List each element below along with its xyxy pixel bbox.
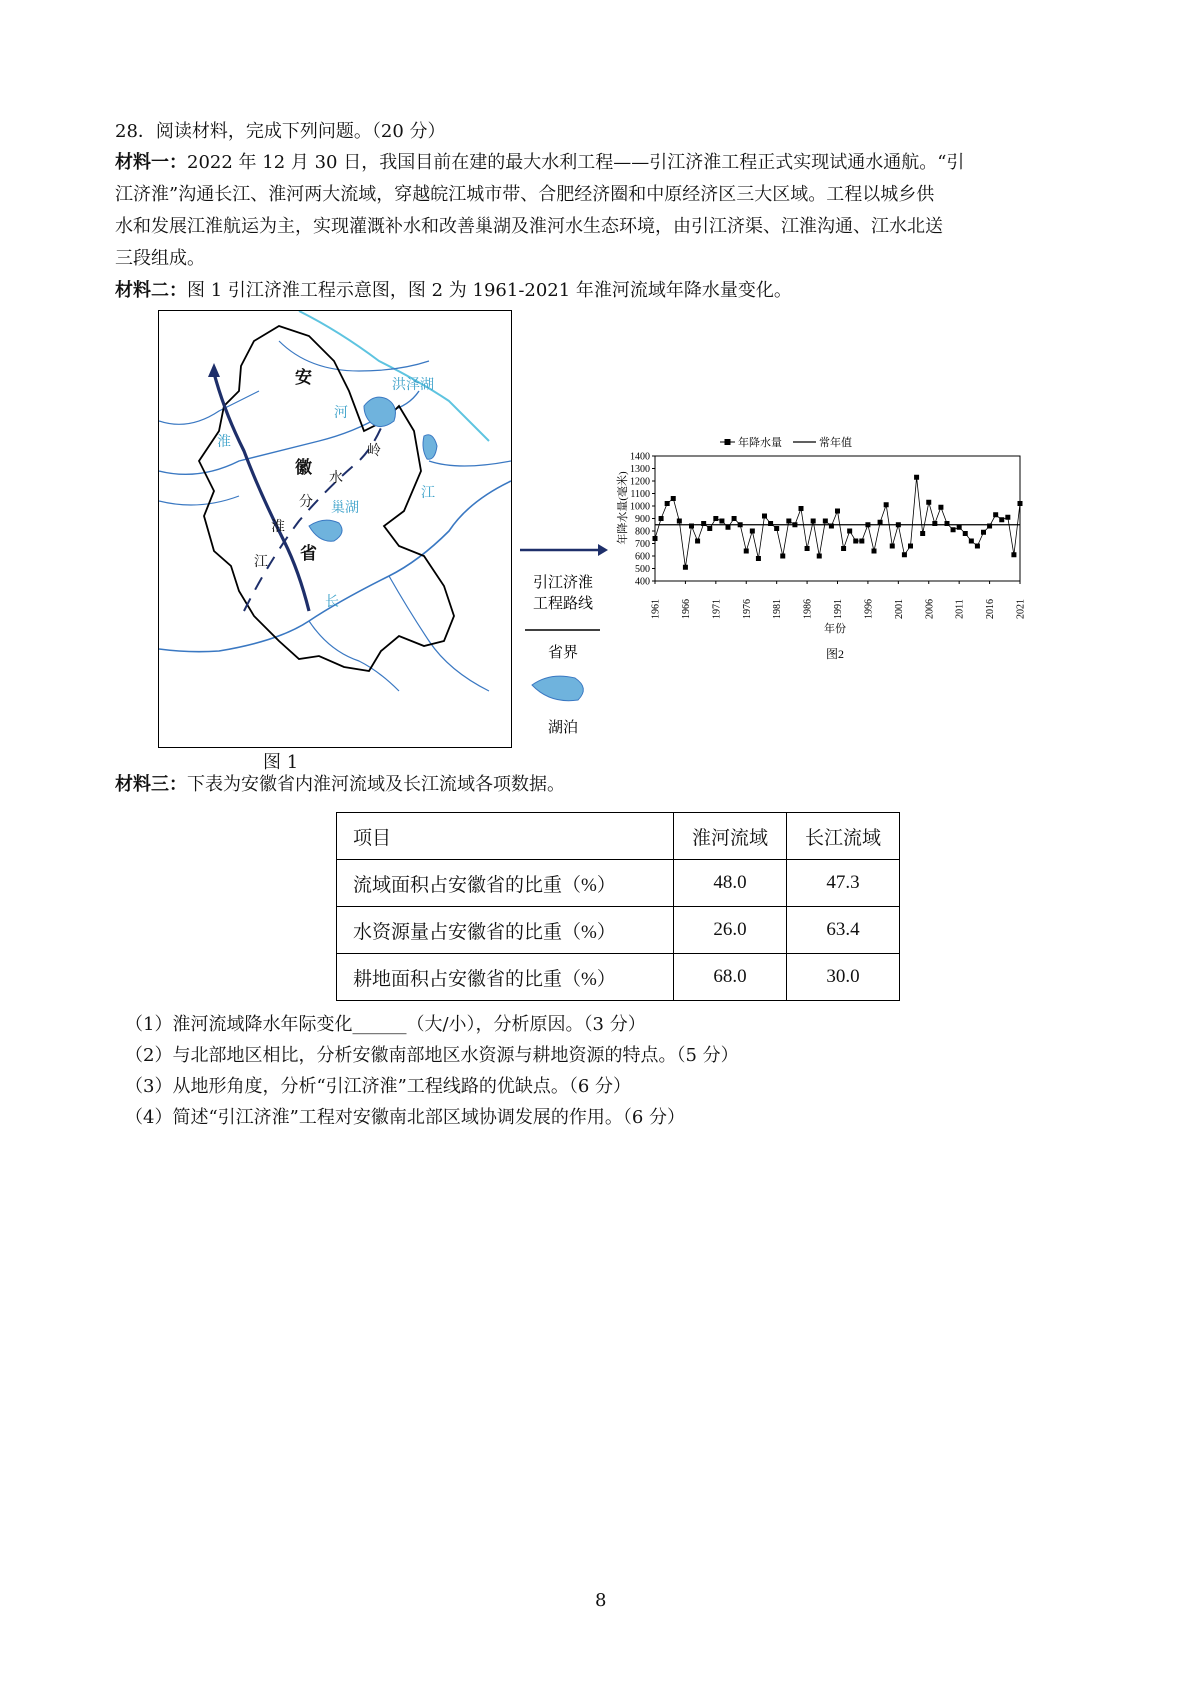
data-point bbox=[780, 554, 785, 559]
table-cell: 水资源量占安徽省的比重（%） bbox=[337, 907, 674, 954]
data-point bbox=[1011, 552, 1016, 557]
x-tick-label: 1976 bbox=[741, 599, 753, 619]
material-three-label: 材料三： bbox=[115, 774, 187, 795]
chart-plot-frame bbox=[655, 456, 1020, 581]
data-point bbox=[713, 516, 718, 521]
river-south-1 bbox=[309, 621, 399, 691]
data-point bbox=[999, 517, 1004, 522]
data-point bbox=[902, 552, 907, 557]
map-label-huai-river: 淮 bbox=[217, 434, 231, 450]
river-west-2 bbox=[159, 496, 239, 505]
data-point bbox=[975, 544, 980, 549]
data-point bbox=[932, 521, 937, 526]
material-three-line bbox=[115, 770, 565, 800]
material-one-line-2: 江济淮”沟通长江、淮河两大流域，穿越皖江城市带、合肥经济圈和中原经济区三大区域。工程以城乡供 bbox=[115, 184, 935, 205]
chart-title: 图2 bbox=[825, 647, 845, 661]
data-point bbox=[872, 549, 877, 554]
figure-2-precipitation-chart bbox=[610, 418, 1030, 668]
data-point bbox=[963, 531, 968, 536]
data-point bbox=[659, 516, 664, 521]
sub-question-4: （4）简述“引江济淮”工程对安徽南北部区域协调发展的作用。（6 分） bbox=[125, 1107, 686, 1128]
x-tick-label: 1986 bbox=[802, 599, 814, 619]
table-cell: 68.0 bbox=[674, 954, 787, 1001]
data-point bbox=[945, 521, 950, 526]
data-point bbox=[1018, 501, 1023, 506]
x-tick-label: 2006 bbox=[924, 599, 936, 619]
legend-route-line1: 引江济淮 bbox=[532, 575, 594, 591]
data-point bbox=[957, 525, 962, 530]
y-tick-label: 500 bbox=[635, 564, 650, 575]
y-tick-label: 900 bbox=[635, 514, 650, 525]
map-label-chaohu: 巢湖 bbox=[331, 500, 359, 516]
data-point bbox=[738, 522, 743, 527]
y-tick-label: 700 bbox=[635, 539, 650, 550]
data-point bbox=[671, 496, 676, 501]
map-label-huai2: 淮 bbox=[271, 519, 285, 535]
chart-xlabel: 年份 bbox=[824, 623, 846, 635]
table-cell: 流域面积占安徽省的比重（%） bbox=[337, 860, 674, 907]
sub-question-2: （2）与北部地区相比，分析安徽南部地区水资源与耕地资源的特点。（5 分） bbox=[125, 1045, 739, 1066]
map-label-fen: 分 bbox=[299, 494, 313, 510]
data-point bbox=[823, 519, 828, 524]
x-tick-label: 1981 bbox=[772, 599, 784, 619]
data-point bbox=[969, 539, 974, 544]
data-point bbox=[786, 519, 791, 524]
data-point bbox=[701, 521, 706, 526]
legend-province-border: 省界 bbox=[547, 645, 579, 661]
data-point bbox=[683, 565, 688, 570]
x-tick-label: 2001 bbox=[893, 599, 905, 619]
data-point bbox=[993, 512, 998, 517]
data-point bbox=[865, 522, 870, 527]
gaoyou-lake bbox=[423, 435, 437, 459]
data-point bbox=[981, 530, 986, 535]
table-header-row bbox=[337, 813, 900, 860]
data-point bbox=[805, 546, 810, 551]
map-label-chang: 长 bbox=[325, 594, 339, 610]
data-point bbox=[987, 524, 992, 529]
legend-marker-annual bbox=[725, 439, 731, 445]
map-label-an: 安 bbox=[295, 368, 312, 388]
annual-precipitation-line bbox=[655, 477, 1020, 567]
chart-ylabel: 年降水量(毫米) bbox=[617, 471, 629, 545]
y-tick-label: 1100 bbox=[630, 489, 650, 500]
route-arrow-head bbox=[208, 363, 220, 377]
data-point bbox=[817, 554, 822, 559]
data-point bbox=[665, 501, 670, 506]
route-legend-arrow bbox=[598, 544, 608, 556]
legend-series-annual: 年降水量 bbox=[738, 437, 782, 449]
data-point bbox=[914, 475, 919, 480]
data-point bbox=[841, 546, 846, 551]
table-cell: 47.3 bbox=[787, 860, 900, 907]
y-tick-label: 1200 bbox=[630, 476, 650, 488]
material-one-line-4: 三段组成。 bbox=[115, 248, 205, 269]
data-point bbox=[951, 527, 956, 532]
y-tick-label: 1300 bbox=[630, 464, 650, 475]
data-point bbox=[756, 556, 761, 561]
map-label-hui: 徽 bbox=[295, 458, 312, 478]
x-tick-label: 2016 bbox=[985, 599, 997, 619]
data-point bbox=[859, 539, 864, 544]
data-point bbox=[811, 519, 816, 524]
data-point bbox=[926, 500, 931, 505]
y-tick-label: 1400 bbox=[630, 451, 650, 463]
lake-legend-symbol bbox=[532, 676, 583, 701]
x-tick-label: 1971 bbox=[711, 599, 723, 619]
data-point bbox=[878, 520, 883, 525]
river-west-1 bbox=[159, 391, 259, 424]
table-header-yangtze: 长江流域 bbox=[787, 813, 900, 860]
map-label-he: 河 bbox=[334, 405, 348, 421]
data-point bbox=[707, 526, 712, 531]
map-label-shui: 水 bbox=[329, 470, 343, 486]
legend-route-line2: 工程路线 bbox=[532, 596, 594, 612]
map-label-sheng: 省 bbox=[300, 544, 317, 564]
y-tick-label: 800 bbox=[635, 526, 650, 538]
material-one-label: 材料一： bbox=[115, 152, 187, 173]
data-point bbox=[744, 549, 749, 554]
basin-data-table bbox=[336, 812, 900, 1001]
figure-1-caption: 图 1 bbox=[263, 752, 299, 773]
page-number: 8 bbox=[595, 1590, 607, 1611]
x-tick-label: 1996 bbox=[863, 599, 875, 619]
material-two-text: 图 1 引江济淮工程示意图，图 2 为 1961-2021 年淮河流域年降水量变化。 bbox=[187, 280, 792, 301]
map-label-jiang2: 江 bbox=[254, 554, 268, 570]
data-point bbox=[847, 529, 852, 534]
data-point bbox=[732, 516, 737, 521]
diversion-route-line bbox=[214, 373, 309, 611]
data-point bbox=[908, 544, 913, 549]
data-point bbox=[884, 502, 889, 507]
x-tick-label: 1961 bbox=[650, 599, 662, 619]
data-point bbox=[689, 524, 694, 529]
table-cell: 48.0 bbox=[674, 860, 787, 907]
river-east bbox=[429, 461, 511, 466]
x-tick-label: 2011 bbox=[954, 599, 966, 619]
data-point bbox=[768, 521, 773, 526]
data-point bbox=[762, 514, 767, 519]
material-one-line-1 bbox=[115, 148, 964, 178]
data-point bbox=[653, 536, 658, 541]
sub-question-3: （3）从地形角度，分析“引江济淮”工程线路的优缺点。（6 分） bbox=[125, 1076, 632, 1097]
data-point bbox=[1005, 515, 1010, 520]
table-cell: 26.0 bbox=[674, 907, 787, 954]
river-south-2 bbox=[389, 576, 489, 691]
material-two-line bbox=[115, 276, 792, 306]
y-tick-label: 1000 bbox=[630, 501, 650, 513]
data-point bbox=[726, 525, 731, 530]
figure-1-map bbox=[158, 310, 512, 748]
data-point bbox=[829, 524, 834, 529]
legend-series-normal: 常年值 bbox=[819, 437, 852, 449]
map-label-jiang-river: 江 bbox=[421, 485, 435, 501]
data-point bbox=[920, 531, 925, 536]
table-header-item: 项目 bbox=[337, 813, 674, 860]
data-point bbox=[938, 505, 943, 510]
question-heading: 28．阅读材料，完成下列问题。（20 分） bbox=[115, 121, 446, 142]
material-one-text-1: 2022 年 12 月 30 日，我国目前在建的最大水利工程——引江济淮工程正式实现试通水通航。“引 bbox=[187, 152, 965, 173]
map-legend bbox=[520, 540, 610, 750]
chart-marks bbox=[653, 475, 1023, 570]
legend-lake: 湖泊 bbox=[547, 720, 579, 736]
table-row bbox=[337, 954, 900, 1001]
material-two-label: 材料二： bbox=[115, 280, 187, 301]
data-point bbox=[835, 509, 840, 514]
sub-question-1: （1）淮河流域降水年际变化______（大/小），分析原因。（3 分） bbox=[125, 1014, 646, 1035]
data-point bbox=[792, 522, 797, 527]
table-cell: 耕地面积占安徽省的比重（%） bbox=[337, 954, 674, 1001]
table-row bbox=[337, 907, 900, 954]
table-header-huai: 淮河流域 bbox=[674, 813, 787, 860]
data-point bbox=[799, 506, 804, 511]
map-label-hongzehu: 洪泽湖 bbox=[392, 377, 434, 393]
data-point bbox=[719, 519, 724, 524]
data-point bbox=[890, 544, 895, 549]
map-label-ling: 岭 bbox=[367, 443, 381, 459]
table-cell: 30.0 bbox=[787, 954, 900, 1001]
jianghuai-watershed-divide bbox=[244, 421, 384, 611]
data-point bbox=[853, 539, 858, 544]
x-tick-label: 2021 bbox=[1015, 599, 1027, 619]
material-one-line-3: 水和发展江淮航运为主，实现灌溉补水和改善巢湖及淮河水生态环境，由引江济渠、江淮沟通、江水北送 bbox=[115, 216, 943, 237]
table-row bbox=[337, 860, 900, 907]
x-tick-label: 1966 bbox=[680, 599, 692, 619]
y-tick-label: 400 bbox=[635, 576, 650, 588]
material-three-text: 下表为安徽省内淮河流域及长江流域各项数据。 bbox=[187, 774, 565, 795]
data-point bbox=[677, 519, 682, 524]
chart-legend bbox=[720, 435, 852, 449]
data-point bbox=[774, 526, 779, 531]
table-cell: 63.4 bbox=[787, 907, 900, 954]
data-point bbox=[896, 522, 901, 527]
data-point bbox=[750, 529, 755, 534]
y-tick-label: 600 bbox=[635, 551, 650, 563]
data-point bbox=[695, 539, 700, 544]
x-tick-label: 1991 bbox=[833, 599, 844, 619]
map-drawing bbox=[159, 311, 511, 747]
